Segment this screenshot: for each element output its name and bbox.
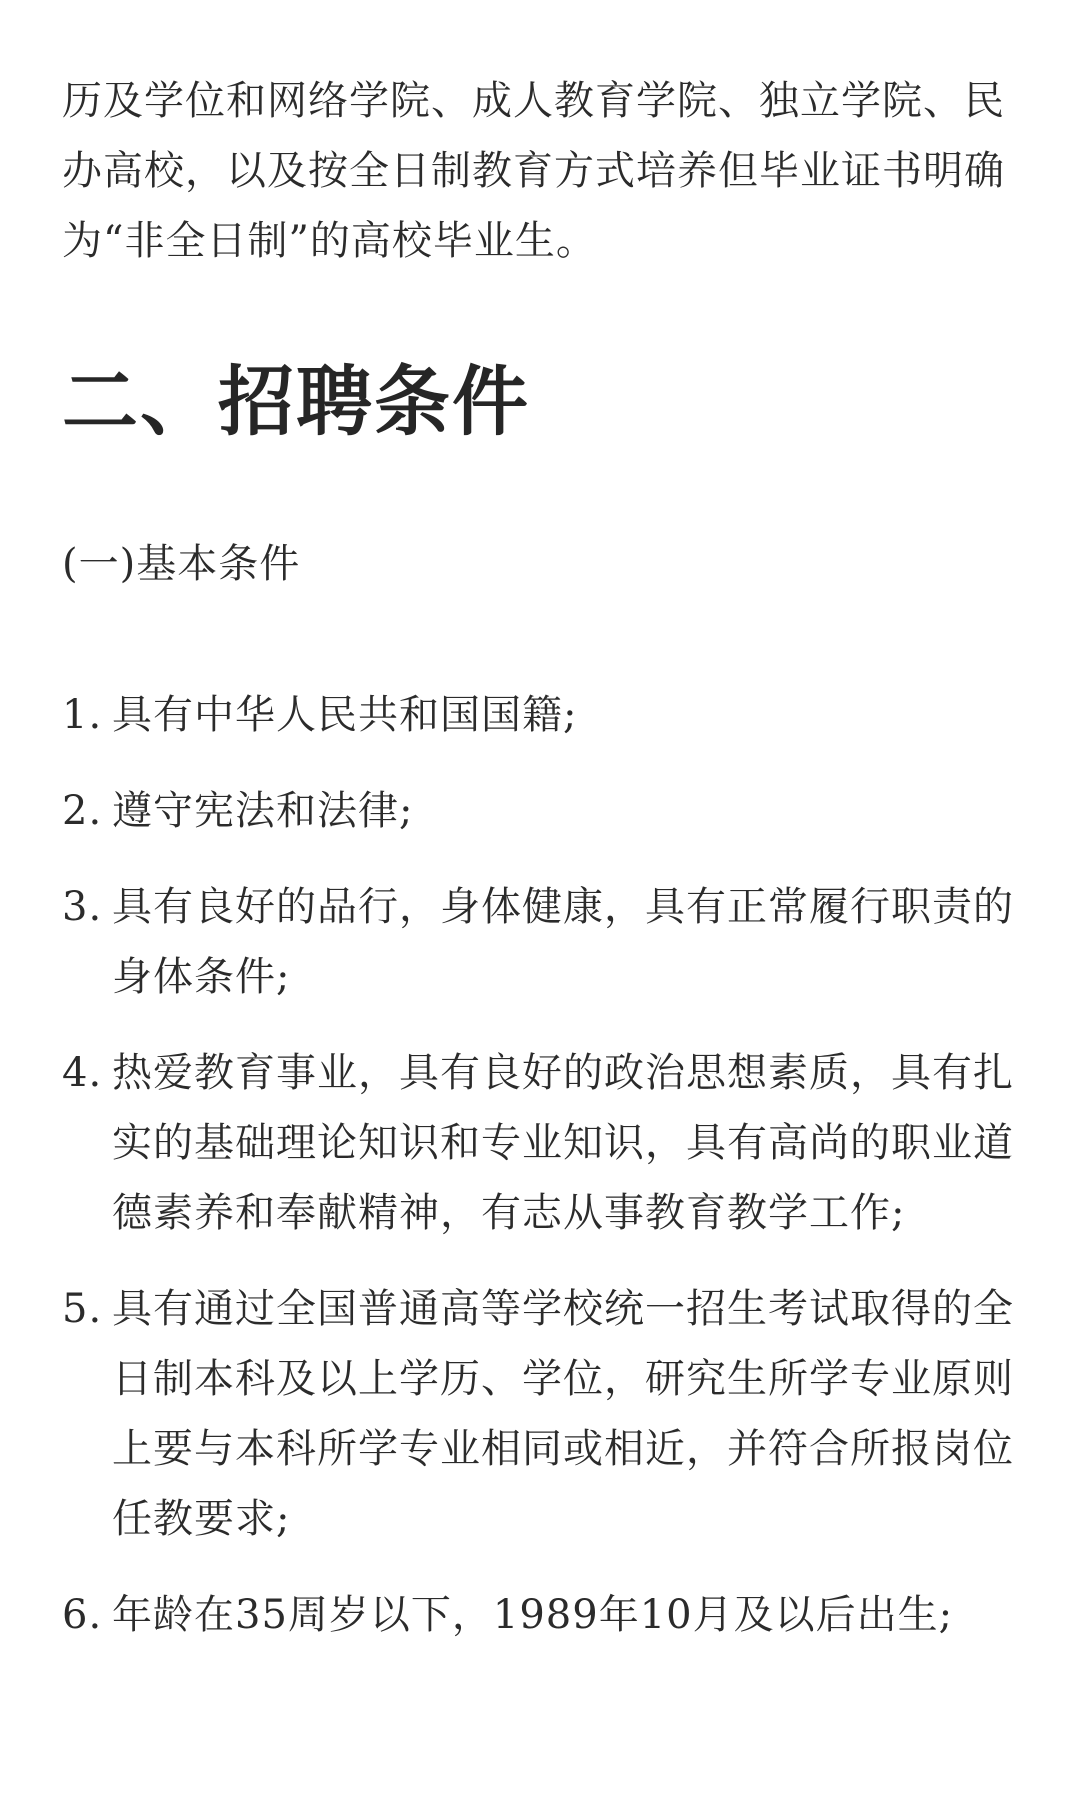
conditions-list [62, 680, 1032, 1650]
condition-text: 热爱教育事业，具有良好的政治思想素质，具有扎实的基础理论知识和专业知识，具有高尚的职业道德素养和奉献精神，有志从事教育教学工作; [112, 1050, 1014, 1236]
condition-text: 具有良好的品行，身体健康，具有正常履行职责的身体条件; [112, 884, 1014, 1000]
intro-paragraph: 历及学位和网络学院、成人教育学院、独立学院、民办高校，以及按全日制教育方式培养但毕业证书明确为“非全日制”的高校毕业生。 [62, 78, 1005, 264]
condition-number: 5. [62, 1286, 103, 1332]
condition-number: 4. [62, 1050, 103, 1096]
condition-number: 3. [62, 884, 103, 930]
condition-text: 年龄在35周岁以下，1989年10月及以后出生; [112, 1592, 954, 1638]
condition-number: 6. [62, 1592, 103, 1638]
condition-item [62, 680, 1032, 750]
condition-text: 遵守宪法和法律; [112, 788, 414, 834]
article-body [62, 66, 1032, 1676]
condition-item [62, 872, 1032, 1012]
section-title: 二、招聘条件 [62, 357, 530, 446]
sub-heading: (一)基本条件 [62, 541, 301, 587]
condition-item [62, 776, 1032, 846]
condition-item [62, 1038, 1032, 1248]
condition-number: 2. [62, 788, 103, 834]
condition-number: 1. [62, 692, 103, 738]
condition-item [62, 1274, 1032, 1554]
condition-item [62, 1580, 1032, 1650]
condition-text: 具有通过全国普通高等学校统一招生考试取得的全日制本科及以上学历、学位，研究生所学专业原则上要与本科所学专业相同或相近，并符合所报岗位任教要求; [112, 1286, 1014, 1542]
condition-text: 具有中华人民共和国国籍; [112, 692, 578, 738]
